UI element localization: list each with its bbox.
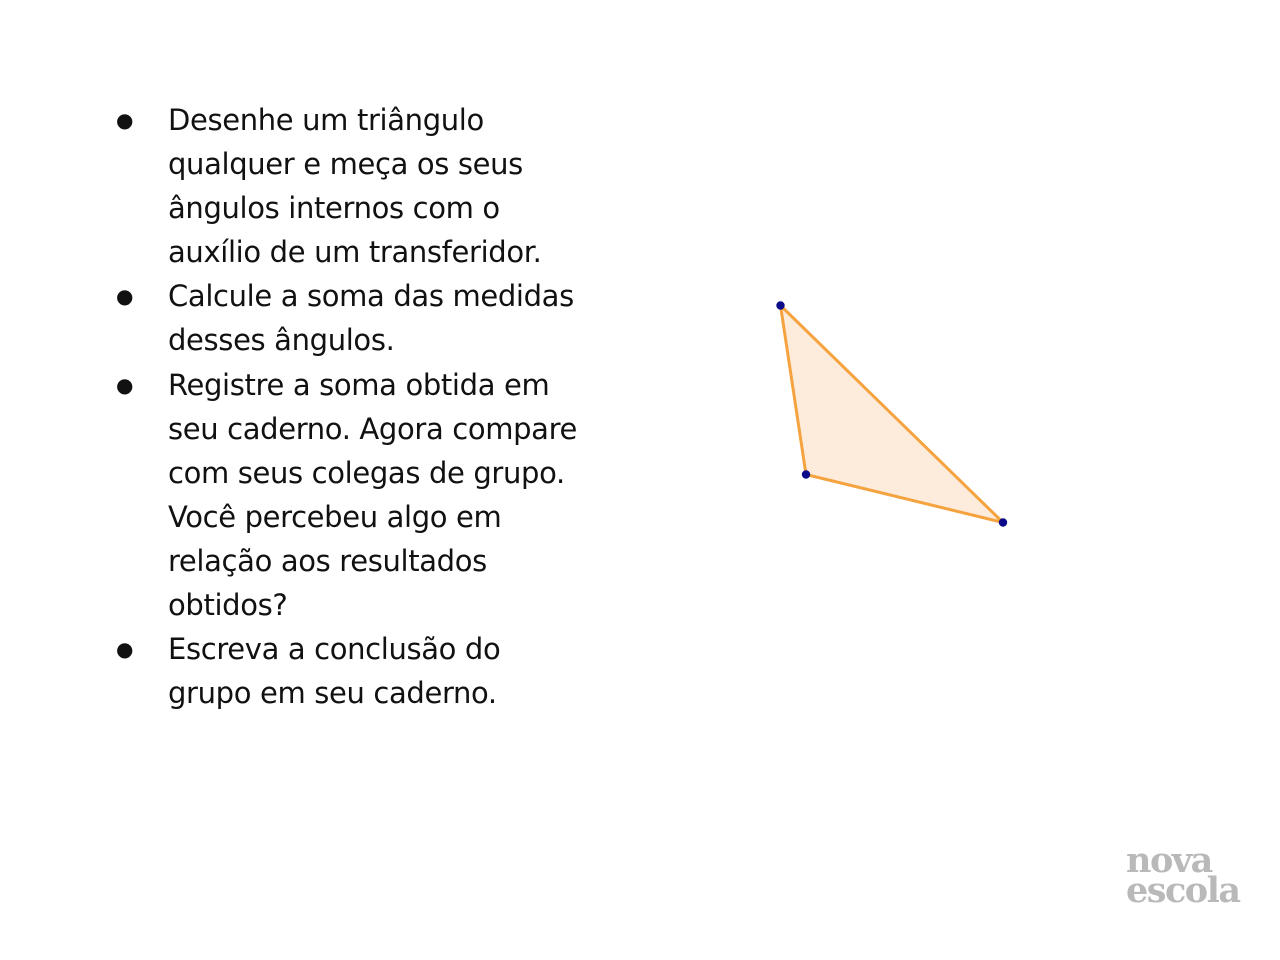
list-item <box>110 627 590 715</box>
nova-escola-logo <box>1126 840 1256 911</box>
list-item <box>110 363 590 628</box>
list-item <box>110 274 590 362</box>
vertex-point <box>999 518 1007 526</box>
triangle-figure <box>760 290 1030 540</box>
list-item-text: Escreva a conclusão do grupo em seu caderno. <box>168 632 501 711</box>
list-item <box>110 98 590 274</box>
bullet-icon: ● <box>116 284 134 309</box>
list-item-text: Desenhe um triângulo qualquer e meça os seus ângulos internos com o auxílio de um transferidor. <box>168 103 542 270</box>
list-item-text: Calcule a soma das medidas desses ângulos. <box>168 279 574 358</box>
logo-line-2: escola <box>1126 870 1240 911</box>
vertex-point <box>802 470 810 478</box>
bullet-icon: ● <box>116 372 134 397</box>
logo-line-1: nova <box>1126 840 1212 881</box>
bullet-icon: ● <box>116 108 134 132</box>
vertex-point <box>776 301 784 309</box>
bullet-icon: ● <box>116 637 134 662</box>
triangle-shape <box>781 306 1004 523</box>
instruction-list <box>110 98 590 715</box>
list-item-text: Registre a soma obtida em seu caderno. Agora compare com seus colegas de grupo. Você percebeu algo em relação aos resultados obtidos? <box>168 367 578 623</box>
